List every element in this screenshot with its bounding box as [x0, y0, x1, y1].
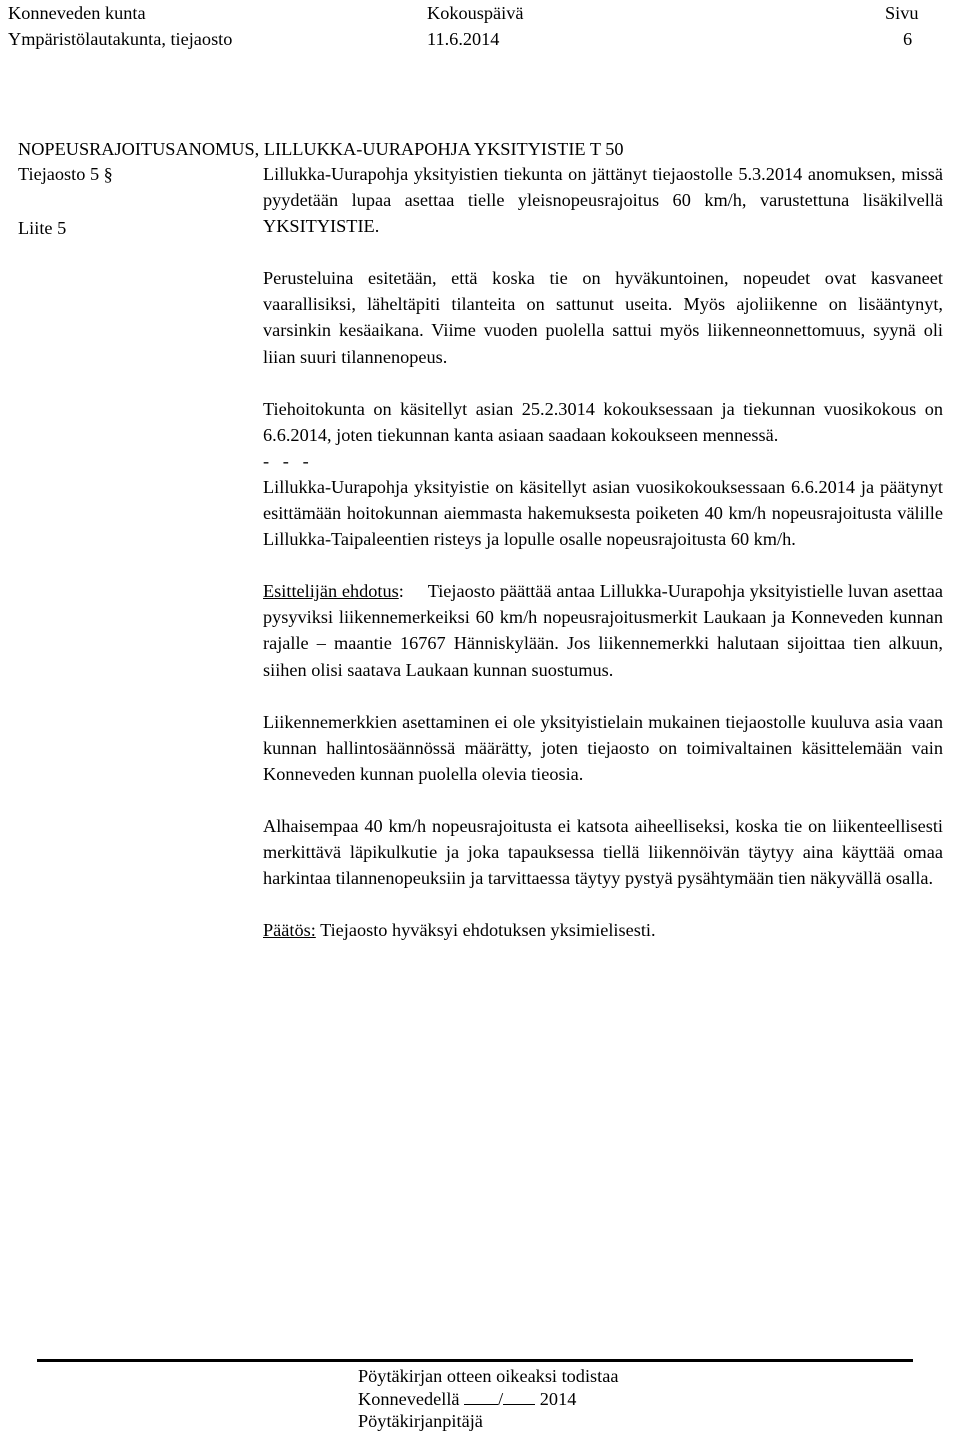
meeting-date: 11.6.2014 — [427, 29, 500, 49]
paragraph-annual-meeting: Lillukka-Uurapohja yksityistie on käsitellyt asian vuosikokouksessaan 6.6.2014 ja päätynyt esittämään hoitokunnan aiemmasta hakemuksesta poiketen 40 km/h nopeusrajoitusta välille Lillukka-Taipaleentien risteys ja lopulle osalle nopeusrajoitusta 60 km/h. — [263, 476, 943, 550]
document-body — [263, 161, 943, 943]
item-title: NOPEUSRAJOITUSANOMUS, LILLUKKA-UURAPOHJA YKSITYISTIE T 50 — [18, 139, 624, 159]
place: Konnevedellä — [358, 1389, 460, 1409]
proposal-label: Esittelijän ehdotus — [263, 581, 399, 602]
paragraph-road-board: Tiehoitokunta on käsitellyt asian 25.2.3014 kokouksessaan ja tiekunnan vuosikokous on 6.6.2014, joten tiekunnan kanta asiaan saadaan kokoukseen mennessä. — [263, 398, 943, 445]
signer-title: Pöytäkirjanpitäjä — [358, 1411, 483, 1431]
paragraph-proposal: Esittelijän ehdotus: Tiejaosto päättää antaa Lillukka-Uurapohja yksityistielle luvan asettaa pysyviksi liikennemerkeiksi 60 km/h nopeusrajoitusmerkit Laukaan ja Konneveden kunnan rajalle – maantie 16767 Hänniskylään. Jos liikennemerkki halutaan sijoittaa tien alkuun, siihen olisi saatava Laukaan kunnan suostumus. — [263, 581, 943, 680]
month-blank — [503, 1388, 535, 1405]
paragraph-lower-limit: Alhaisempaa 40 km/h nopeusrajoitusta ei katsota aiheelliseksi, koska tie on liikenteellisesti merkittävä läpikulkutie ja joka tapauksessa tiellä liikennöivän täytyy aina käyttää omaa harkintaa tilannenopeuksiin ja tarvittaessa täytyy pystyä pysähtymään tien näkyvällä osalla. — [263, 815, 943, 889]
section-reference: Tiejaosto 5 § — [18, 164, 113, 184]
meeting-date-label: Kokouspäivä — [427, 3, 524, 23]
decision-text: Tiejaosto hyväksyi ehdotuksen yksimielisesti. — [320, 920, 656, 941]
year: 2014 — [539, 1389, 577, 1409]
proposal-text: Tiejaosto päättää antaa Lillukka-Uurapohja yksityistielle luvan asettaa pysyviksi liikennemerkeiksi 60 km/h nopeusrajoitusmerkit Laukaan ja Konneveden kunnan rajalle – maantie 16767 Hänniskylään. Jos liikennemerkki halutaan sijoittaa tien alkuun, siihen olisi saatava Laukaan kunnan suostumus. — [263, 581, 943, 680]
footer-rule — [37, 1359, 913, 1362]
committee-name: Ympäristölautakunta, tiejaosto — [8, 29, 233, 49]
decision-label: Päätös: — [263, 920, 316, 941]
paragraph-application: Lillukka-Uurapohja yksityistien tiekunta on jättänyt tiejaostolle 5.3.2014 anomuksen, missä pyydetään lupaa asettaa tielle yleisnopeusrajoitus 60 km/h, varustettuna lisäkilvellä YKSITYISTIE. — [263, 164, 943, 237]
date-separator: / — [498, 1389, 504, 1409]
municipality-name: Konneveden kunta — [8, 3, 146, 23]
page-number: 6 — [903, 29, 913, 49]
page-label: Sivu — [885, 3, 919, 23]
day-blank — [464, 1388, 498, 1405]
certification-text: Pöytäkirjan otteen oikeaksi todistaa — [358, 1366, 619, 1386]
paragraph-jurisdiction: Liikennemerkkien asettaminen ei ole yksityistielain mukainen tiejaostolle kuuluva asia vaan kunnan hallintosäännössä määrätty, joten tiejaosto on toimivaltainen käsittelemään vain Konneveden kunnan puolella olevia tieosia. — [263, 711, 943, 784]
separator: - - - — [263, 450, 309, 471]
paragraph-justification: Perusteluina esitetään, että koska tie on hyväkuntoinen, nopeudet ovat kasvaneet vaarallisiksi, läheltäpiti tilanteita on sattunut useita. Myös ajoliikenne on lisääntynyt, varsinkin kesäaikana. Viime vuoden puolella sattui myös liikenneonnettomuus, syynä oli liian suuri tilannenopeus. — [263, 268, 943, 367]
attachment-reference: Liite 5 — [18, 218, 67, 238]
paragraph-decision — [263, 917, 943, 943]
